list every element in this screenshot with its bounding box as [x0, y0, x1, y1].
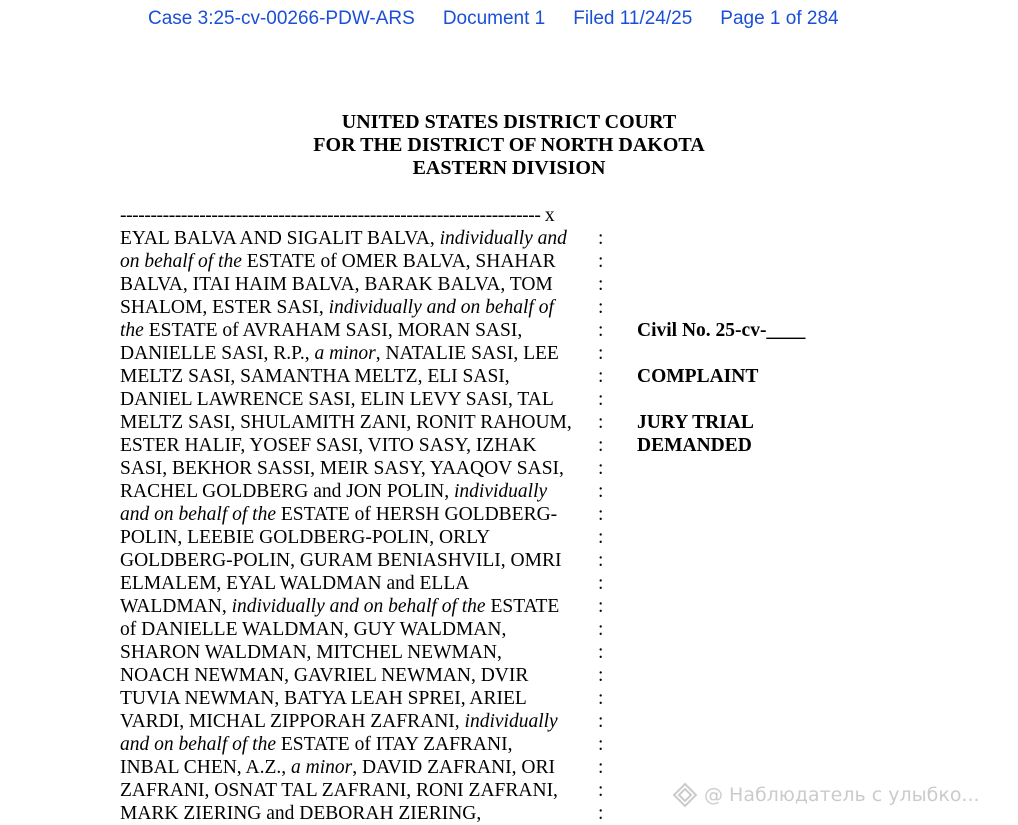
case-caption [120, 204, 600, 825]
plaintiff-line-text: BALVA, ITAI HAIM BALVA, BARAK BALVA, TOM [120, 274, 553, 295]
court-title [0, 111, 1018, 180]
caption-colon: : [598, 665, 604, 686]
caption-colon: : [598, 458, 604, 479]
plaintiff-line-text: MARK ZIERING and DEBORAH ZIERING, [120, 803, 482, 824]
plaintiff-line [120, 503, 600, 526]
caption-colon: : [598, 619, 604, 640]
caption-colon: : [598, 251, 604, 272]
plaintiff-line-italic: the [120, 320, 144, 341]
caption-rule: --------------------------------------------------------------------- x [120, 205, 555, 226]
document-number: Document 1 [442, 8, 546, 29]
plaintiff-line-text: DANIEL LAWRENCE SASI, ELIN LEVY SASI, TAL [120, 389, 554, 410]
plaintiff-line-text: INBAL CHEN, A.Z., [120, 757, 291, 778]
caption-colon: : [598, 504, 604, 525]
plaintiff-line-text: RACHEL GOLDBERG and JON POLIN, [120, 481, 455, 502]
plaintiff-line-text: MELTZ SASI, SAMANTHA MELTZ, ELI SASI, [120, 366, 510, 387]
caption-colon: : [598, 711, 604, 732]
caption-colon: : [598, 297, 604, 318]
caption-colon: : [598, 573, 604, 594]
watermark-text: @ Наблюдатель с улыбко... [704, 784, 980, 806]
plaintiff-line-italic: on behalf of the [120, 251, 242, 272]
plaintiff-line [120, 342, 600, 365]
caption-colon: : [598, 780, 604, 801]
caption-colon: : [598, 435, 604, 456]
watermark-logo-icon [672, 782, 698, 808]
watermark [672, 782, 980, 808]
plaintiff-line-text: WALDMAN, [120, 596, 232, 617]
plaintiff-line [120, 687, 600, 710]
plaintiff-line-italic: individually [454, 481, 548, 502]
plaintiff-line-text: SHALOM, ESTER SASI, [120, 297, 329, 318]
plaintiff-line-text: NOACH NEWMAN, GAVRIEL NEWMAN, DVIR [120, 665, 529, 686]
caption-colon: : [598, 228, 604, 249]
plaintiff-line-italic: a minor [290, 757, 353, 778]
plaintiff-line [120, 365, 600, 388]
plaintiff-line-text: ESTER HALIF, YOSEF SASI, VITO SASY, IZHAK [120, 435, 537, 456]
plaintiff-line [120, 779, 600, 802]
plaintiff-line-text: ESTATE of OMER BALVA, SHAHAR [241, 251, 556, 272]
plaintiff-line [120, 641, 600, 664]
plaintiff-line [120, 664, 600, 687]
caption-colon: : [598, 596, 604, 617]
plaintiff-line-italic: individually and [439, 228, 567, 249]
plaintiff-line [120, 526, 600, 549]
plaintiff-line [120, 227, 600, 250]
jury-trial-line1: JURY TRIAL [637, 412, 754, 433]
caption-colon: : [598, 481, 604, 502]
plaintiff-line-text: ESTATE of ITAY ZAFRANI, [275, 734, 513, 755]
plaintiff-line-text: , NATALIE SASI, LEE [375, 343, 559, 364]
plaintiff-line [120, 710, 600, 733]
plaintiff-line-text: TUVIA NEWMAN, BATYA LEAH SPREI, ARIEL [120, 688, 527, 709]
court-title-line1: UNITED STATES DISTRICT COURT [341, 111, 677, 133]
plaintiff-line-text: MELTZ SASI, SHULAMITH ZANI, RONIT RAHOUM, [120, 412, 572, 433]
plaintiff-line [120, 457, 600, 480]
plaintiff-line [120, 480, 600, 503]
plaintiff-line [120, 595, 600, 618]
filed-date: Filed 11/24/25 [573, 8, 693, 29]
plaintiff-line-italic: a minor [314, 343, 376, 364]
plaintiff-line-text: DANIELLE SASI, R.P., [120, 343, 315, 364]
plaintiff-line-text: VARDI, MICHAL ZIPPORAH ZAFRANI, [120, 711, 465, 732]
civil-number: Civil No. 25-cv-____ [637, 320, 806, 341]
plaintiff-line-text: ESTATE of HERSH GOLDBERG- [275, 504, 558, 525]
plaintiff-line-text: GOLDBERG-POLIN, GURAM BENIASHVILI, OMRI [120, 550, 562, 571]
plaintiff-list [120, 227, 600, 825]
plaintiff-line [120, 549, 600, 572]
complaint-heading: COMPLAINT [637, 366, 759, 387]
plaintiff-line [120, 411, 600, 434]
plaintiff-line [120, 572, 600, 595]
plaintiff-line-text: of DANIELLE WALDMAN, GUY WALDMAN, [120, 619, 507, 640]
plaintiff-line [120, 273, 600, 296]
plaintiff-line-text: POLIN, LEEBIE GOLDBERG-POLIN, ORLY [120, 527, 491, 548]
jury-trial-line2: DEMANDED [637, 435, 752, 456]
case-number: Case 3:25-cv-00266-PDW-ARS [148, 8, 415, 29]
caption-colon: : [598, 389, 604, 410]
plaintiff-line [120, 756, 600, 779]
caption-colon: : [598, 343, 604, 364]
plaintiff-line-italic: individually and on behalf of the [231, 596, 486, 617]
plaintiff-line-italic: individually [464, 711, 558, 732]
caption-colon: : [598, 550, 604, 571]
plaintiff-line-text: ZAFRANI, OSNAT TAL ZAFRANI, RONI ZAFRANI, [120, 780, 558, 801]
caption-colon: : [598, 803, 604, 824]
plaintiff-line [120, 319, 600, 342]
plaintiff-line-text: EYAL BALVA AND SIGALIT BALVA, [120, 228, 440, 249]
plaintiff-line [120, 618, 600, 641]
plaintiff-line [120, 250, 600, 273]
plaintiff-line-text: , DAVID ZAFRANI, ORI [352, 757, 555, 778]
page-count: Page 1 of 284 [720, 8, 839, 29]
plaintiff-line-italic: and on behalf of the [120, 504, 276, 525]
caption-colon: : [598, 320, 604, 341]
plaintiff-line-italic: individually and on behalf of [328, 297, 554, 318]
plaintiff-line [120, 388, 600, 411]
plaintiff-line [120, 296, 600, 319]
plaintiff-line-italic: and on behalf of the [120, 734, 276, 755]
caption-colon: : [598, 688, 604, 709]
plaintiff-line-text: ESTATE of AVRAHAM SASI, MORAN SASI, [143, 320, 523, 341]
caption-colon: : [598, 757, 604, 778]
caption-colon: : [598, 274, 604, 295]
court-title-line3: EASTERN DIVISION [412, 157, 606, 179]
plaintiff-line [120, 434, 600, 457]
caption-colon: : [598, 527, 604, 548]
plaintiff-line-text: ELMALEM, EYAL WALDMAN and ELLA [120, 573, 470, 594]
caption-colon: : [598, 642, 604, 663]
plaintiff-line-text: SASI, BEKHOR SASSI, MEIR SASY, YAAQOV SASI, [120, 458, 564, 479]
plaintiff-line-text: SHARON WALDMAN, MITCHEL NEWMAN, [120, 642, 502, 663]
plaintiff-line [120, 733, 600, 756]
caption-colon: : [598, 366, 604, 387]
plaintiff-line-text: ESTATE [485, 596, 560, 617]
caption-colon: : [598, 412, 604, 433]
ecf-header-stamp [148, 8, 908, 30]
court-title-line2: FOR THE DISTRICT OF NORTH DAKOTA [313, 134, 705, 156]
caption-colon: : [598, 734, 604, 755]
caption-colon-column [598, 227, 603, 825]
